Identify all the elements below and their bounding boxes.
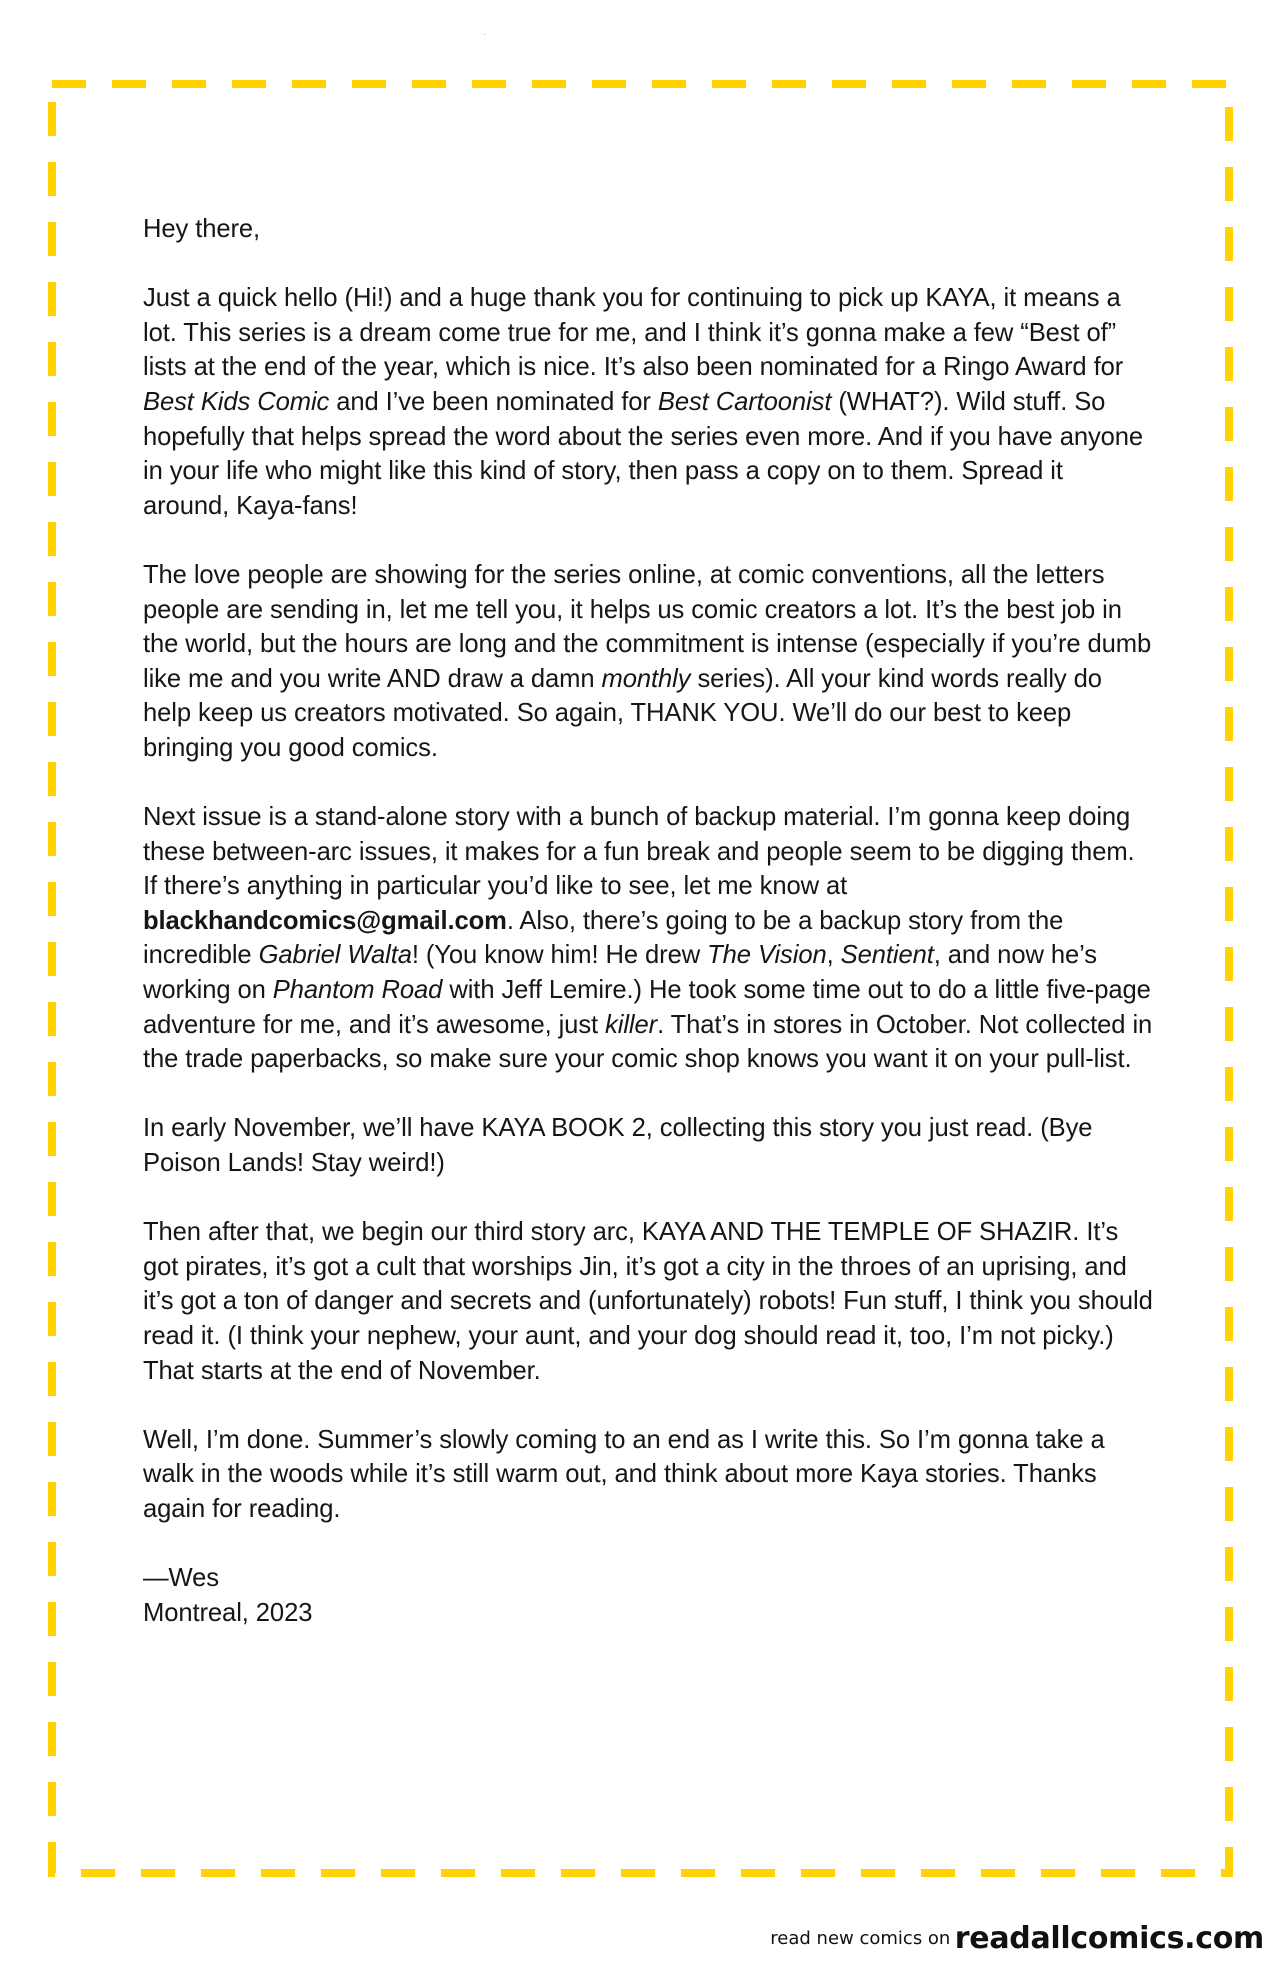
footer-site: readallcomics.com	[954, 1921, 1264, 1956]
paragraph-3: Next issue is a stand-alone story with a bunch of backup material. I’m gonna keep doing these between-arc issues, it makes for a fun break and people seem to be digging them. If there’s anything in particular you’d like to see, let me know at blackhandcomics@gmail.com. Also, there’s going to be a backup story from the incredible Gabriel Walta! (You know him! He drew The Vision, Sentient, and now he’s working on Phantom Road with Jeff Lemire.) He took some time out to do a little five-page adventure for me, and it’s awesome, just killer. That’s in stores in October. Not collected in the trade paperbacks, so make sure your comic shop knows you want it on your pull-list.	[143, 803, 1153, 1074]
paragraph-2: The love people are showing for the series online, at comic conventions, all the letters people are sending in, let me tell you, it helps us comic creators a lot. It’s the best job in the world, but the hours are long and the commitment is intense (especially if you’re dumb like me and you write AND draw a damn monthly series). All your kind words really do help keep us creators motivated. So again, THANK YOU. We’ll do our best to keep bringing you good comics.	[143, 560, 1152, 762]
paragraph-4: In early November, we’ll have KAYA BOOK 2, collecting this story you just read. (Bye Poison Lands! Stay weird!)	[143, 1114, 1093, 1178]
place-date: Montreal, 2023	[143, 1598, 313, 1627]
top-speck	[484, 34, 486, 35]
footer-prefix: read new comics on	[770, 1928, 951, 1949]
letter-body	[143, 212, 1153, 1630]
greeting: Hey there,	[143, 215, 261, 243]
paragraph-1: Just a quick hello (Hi!) and a huge thank you for continuing to pick up KAYA, it means a lot. This series is a dream come true for me, and I think it’s gonna make a few “Best of” lists at the end of the year, which is nice. It’s also been nominated for a Ringo Award for Best Kids Comic and I’ve been nominated for Best Cartoonist (WHAT?). Wild stuff. So hopefully that helps spread the word about the series even more. And if you have anyone in your life who might like this kind of story, then pass a copy on to them. Spread it around, Kaya-fans!	[143, 284, 1144, 520]
paragraph-6: Well, I’m done. Summer’s slowly coming to an end as I write this. So I’m gonna take a walk in the woods while it’s still warm out, and think about more Kaya stories. Thanks again for reading.	[143, 1425, 1105, 1523]
email-address: blackhandcomics@gmail.com	[143, 906, 507, 935]
footer-watermark	[770, 1921, 1264, 1956]
paragraph-5: Then after that, we begin our third story arc, KAYA AND THE TEMPLE OF SHAZIR. It’s got pirates, it’s got a cult that worships Jin, it’s got a city in the throes of an uprising, and it’s got a ton of danger and secrets and (unfortunately) robots! Fun stuff, I think you should read it. (I think your nephew, your aunt, and your dog should read it, too, I’m not picky.) That starts at the end of November.	[143, 1218, 1153, 1385]
signature: —Wes	[143, 1564, 219, 1593]
